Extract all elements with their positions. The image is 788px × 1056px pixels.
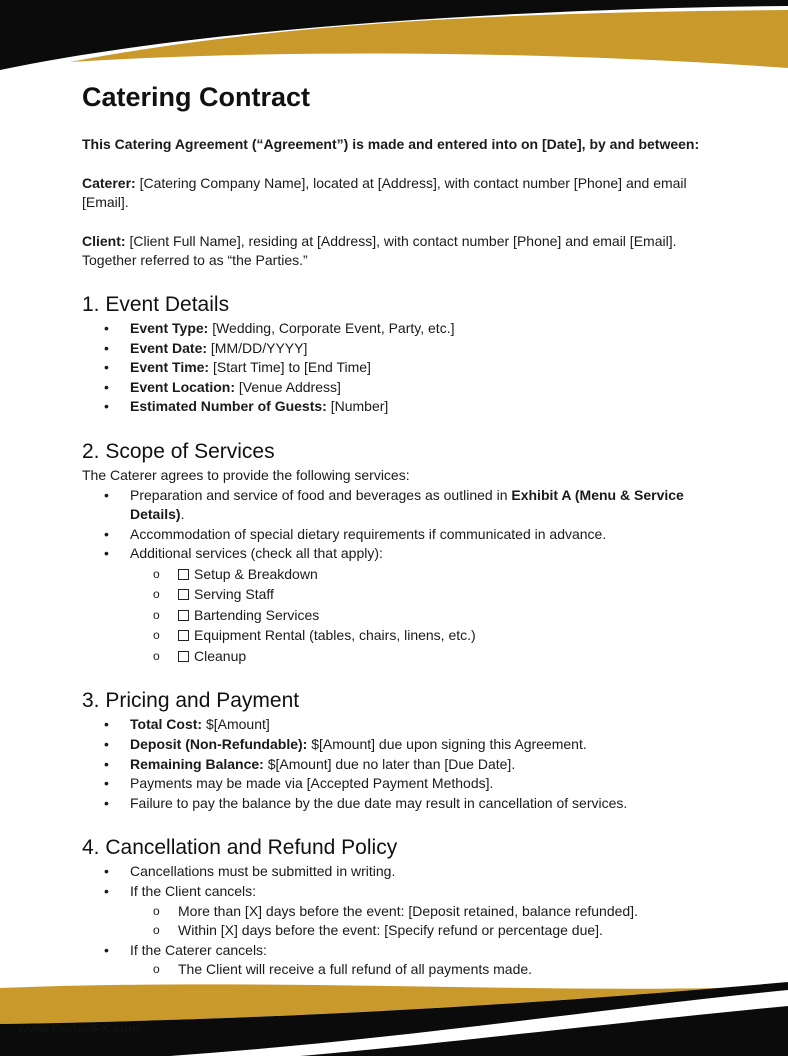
- client-text: [Client Full Name], residing at [Address], with contact number [Phone] and email [Email]. Together referred to as “the Parties.”: [82, 232, 677, 269]
- checkbox[interactable]: [178, 589, 189, 600]
- item-label: Event Location:: [130, 378, 236, 395]
- event-details-list: [82, 319, 722, 417]
- section-cancellation-refund: [82, 834, 722, 980]
- list-item: • Cancellations must be submitted in writing.: [82, 862, 722, 882]
- item-label: Estimated Number of Guests:: [130, 398, 327, 415]
- list-item: • Failure to pay the balance by the due date may result in cancellation of services.: [82, 794, 722, 814]
- section-scope-of-services: [82, 438, 722, 666]
- checklist-item: [82, 564, 722, 585]
- section-heading: 1. Event Details: [82, 292, 230, 316]
- item-text: $[Amount] due no later than [Due Date].: [263, 755, 516, 772]
- item-label: Deposit (Non-Refundable):: [130, 736, 308, 752]
- section-heading: 3. Pricing and Payment: [82, 689, 300, 713]
- item-text: .: [180, 506, 185, 523]
- caterer-cancel-sublist: [82, 960, 722, 980]
- list-item: [82, 358, 722, 378]
- list-item: • Payments may be made via [Accepted Payment Methods].: [82, 774, 722, 794]
- item-label: Total Cost:: [130, 716, 203, 733]
- contract-document: [82, 78, 722, 1001]
- list-item: [82, 735, 722, 755]
- item-label: Remaining Balance:: [130, 755, 264, 772]
- checkbox-label: Serving Staff: [194, 586, 274, 603]
- sub-list-item: o The Client will receive a full refund of all payments made.: [82, 960, 722, 980]
- item-label: Event Type:: [130, 319, 209, 336]
- sub-list-item: o More than [X] days before the event: [Deposit retained, balance refunded].: [82, 902, 722, 922]
- scope-lead: The Caterer agrees to provide the following services:: [82, 466, 410, 483]
- checklist-item: [82, 646, 722, 667]
- checklist-item: [82, 605, 722, 626]
- document-title: Catering Contract: [82, 82, 311, 112]
- header-decoration: [0, 0, 788, 80]
- checklist-item: [82, 625, 722, 646]
- list-item: [82, 755, 722, 775]
- exhibit-reference: Exhibit A (Menu & Service Details): [130, 486, 684, 523]
- caterer-label: Caterer:: [82, 174, 136, 191]
- checkbox-label: Equipment Rental (tables, chairs, linens, etc.): [194, 627, 476, 644]
- item-text: Preparation and service of food and beverages as outlined in: [130, 486, 512, 503]
- checkbox[interactable]: [178, 569, 189, 580]
- list-item: • Additional services (check all that apply):: [82, 544, 722, 564]
- list-item: • If the Caterer cancels:: [82, 941, 722, 961]
- additional-services-checklist: [82, 564, 722, 667]
- client-paragraph: [82, 232, 722, 271]
- sub-list-item: o Within [X] days before the event: [Specify refund or percentage due].: [82, 921, 722, 941]
- item-text: [Wedding, Corporate Event, Party, etc.]: [208, 319, 455, 336]
- item-text: $[Amount] due upon signing this Agreement.: [307, 736, 587, 752]
- checkbox-label: Setup & Breakdown: [194, 565, 318, 582]
- checklist-item: [82, 584, 722, 605]
- cancellation-list: [82, 862, 722, 901]
- item-text: [Number]: [326, 398, 389, 415]
- section-heading: 2. Scope of Services: [82, 439, 275, 463]
- item-text: [MM/DD/YYYY]: [207, 339, 308, 356]
- list-item: • If the Client cancels:: [82, 882, 722, 902]
- list-item: • Accommodation of special dietary requirements if communicated in advance.: [82, 525, 722, 545]
- list-item: [82, 397, 722, 417]
- checkbox-label: Bartending Services: [194, 606, 320, 623]
- section-event-details: [82, 291, 722, 417]
- checkbox-label: Cleanup: [194, 647, 247, 664]
- cancellation-list-continued: [82, 941, 722, 961]
- client-cancel-sublist: [82, 902, 722, 941]
- list-item: [82, 339, 722, 359]
- item-label: Event Time:: [130, 359, 210, 376]
- item-text: [Start Time] to [End Time]: [209, 359, 371, 376]
- caterer-text: [Catering Company Name], located at [Address], with contact number [Phone] and email [Email].: [82, 174, 687, 211]
- pricing-list: [82, 715, 722, 813]
- checkbox[interactable]: [178, 610, 189, 621]
- list-item: [82, 715, 722, 735]
- list-item: [82, 319, 722, 339]
- checkbox[interactable]: [178, 651, 189, 662]
- section-pricing-payment: [82, 687, 722, 813]
- scope-list: [82, 486, 722, 564]
- client-label: Client:: [82, 232, 126, 249]
- checkbox[interactable]: [178, 630, 189, 641]
- item-text: $[Amount]: [202, 716, 270, 733]
- intro-paragraph: This Catering Agreement (“Agreement”) is made and entered into on [Date], by and between:: [82, 136, 700, 152]
- list-item: [82, 378, 722, 398]
- item-text: [Venue Address]: [235, 378, 341, 395]
- section-heading: 4. Cancellation and Refund Policy: [82, 836, 398, 860]
- caterer-paragraph: [82, 174, 722, 213]
- list-item: [82, 486, 722, 525]
- footer-website-link[interactable]: www.CodonFX.com: [18, 1021, 140, 1036]
- item-label: Event Date:: [130, 339, 208, 356]
